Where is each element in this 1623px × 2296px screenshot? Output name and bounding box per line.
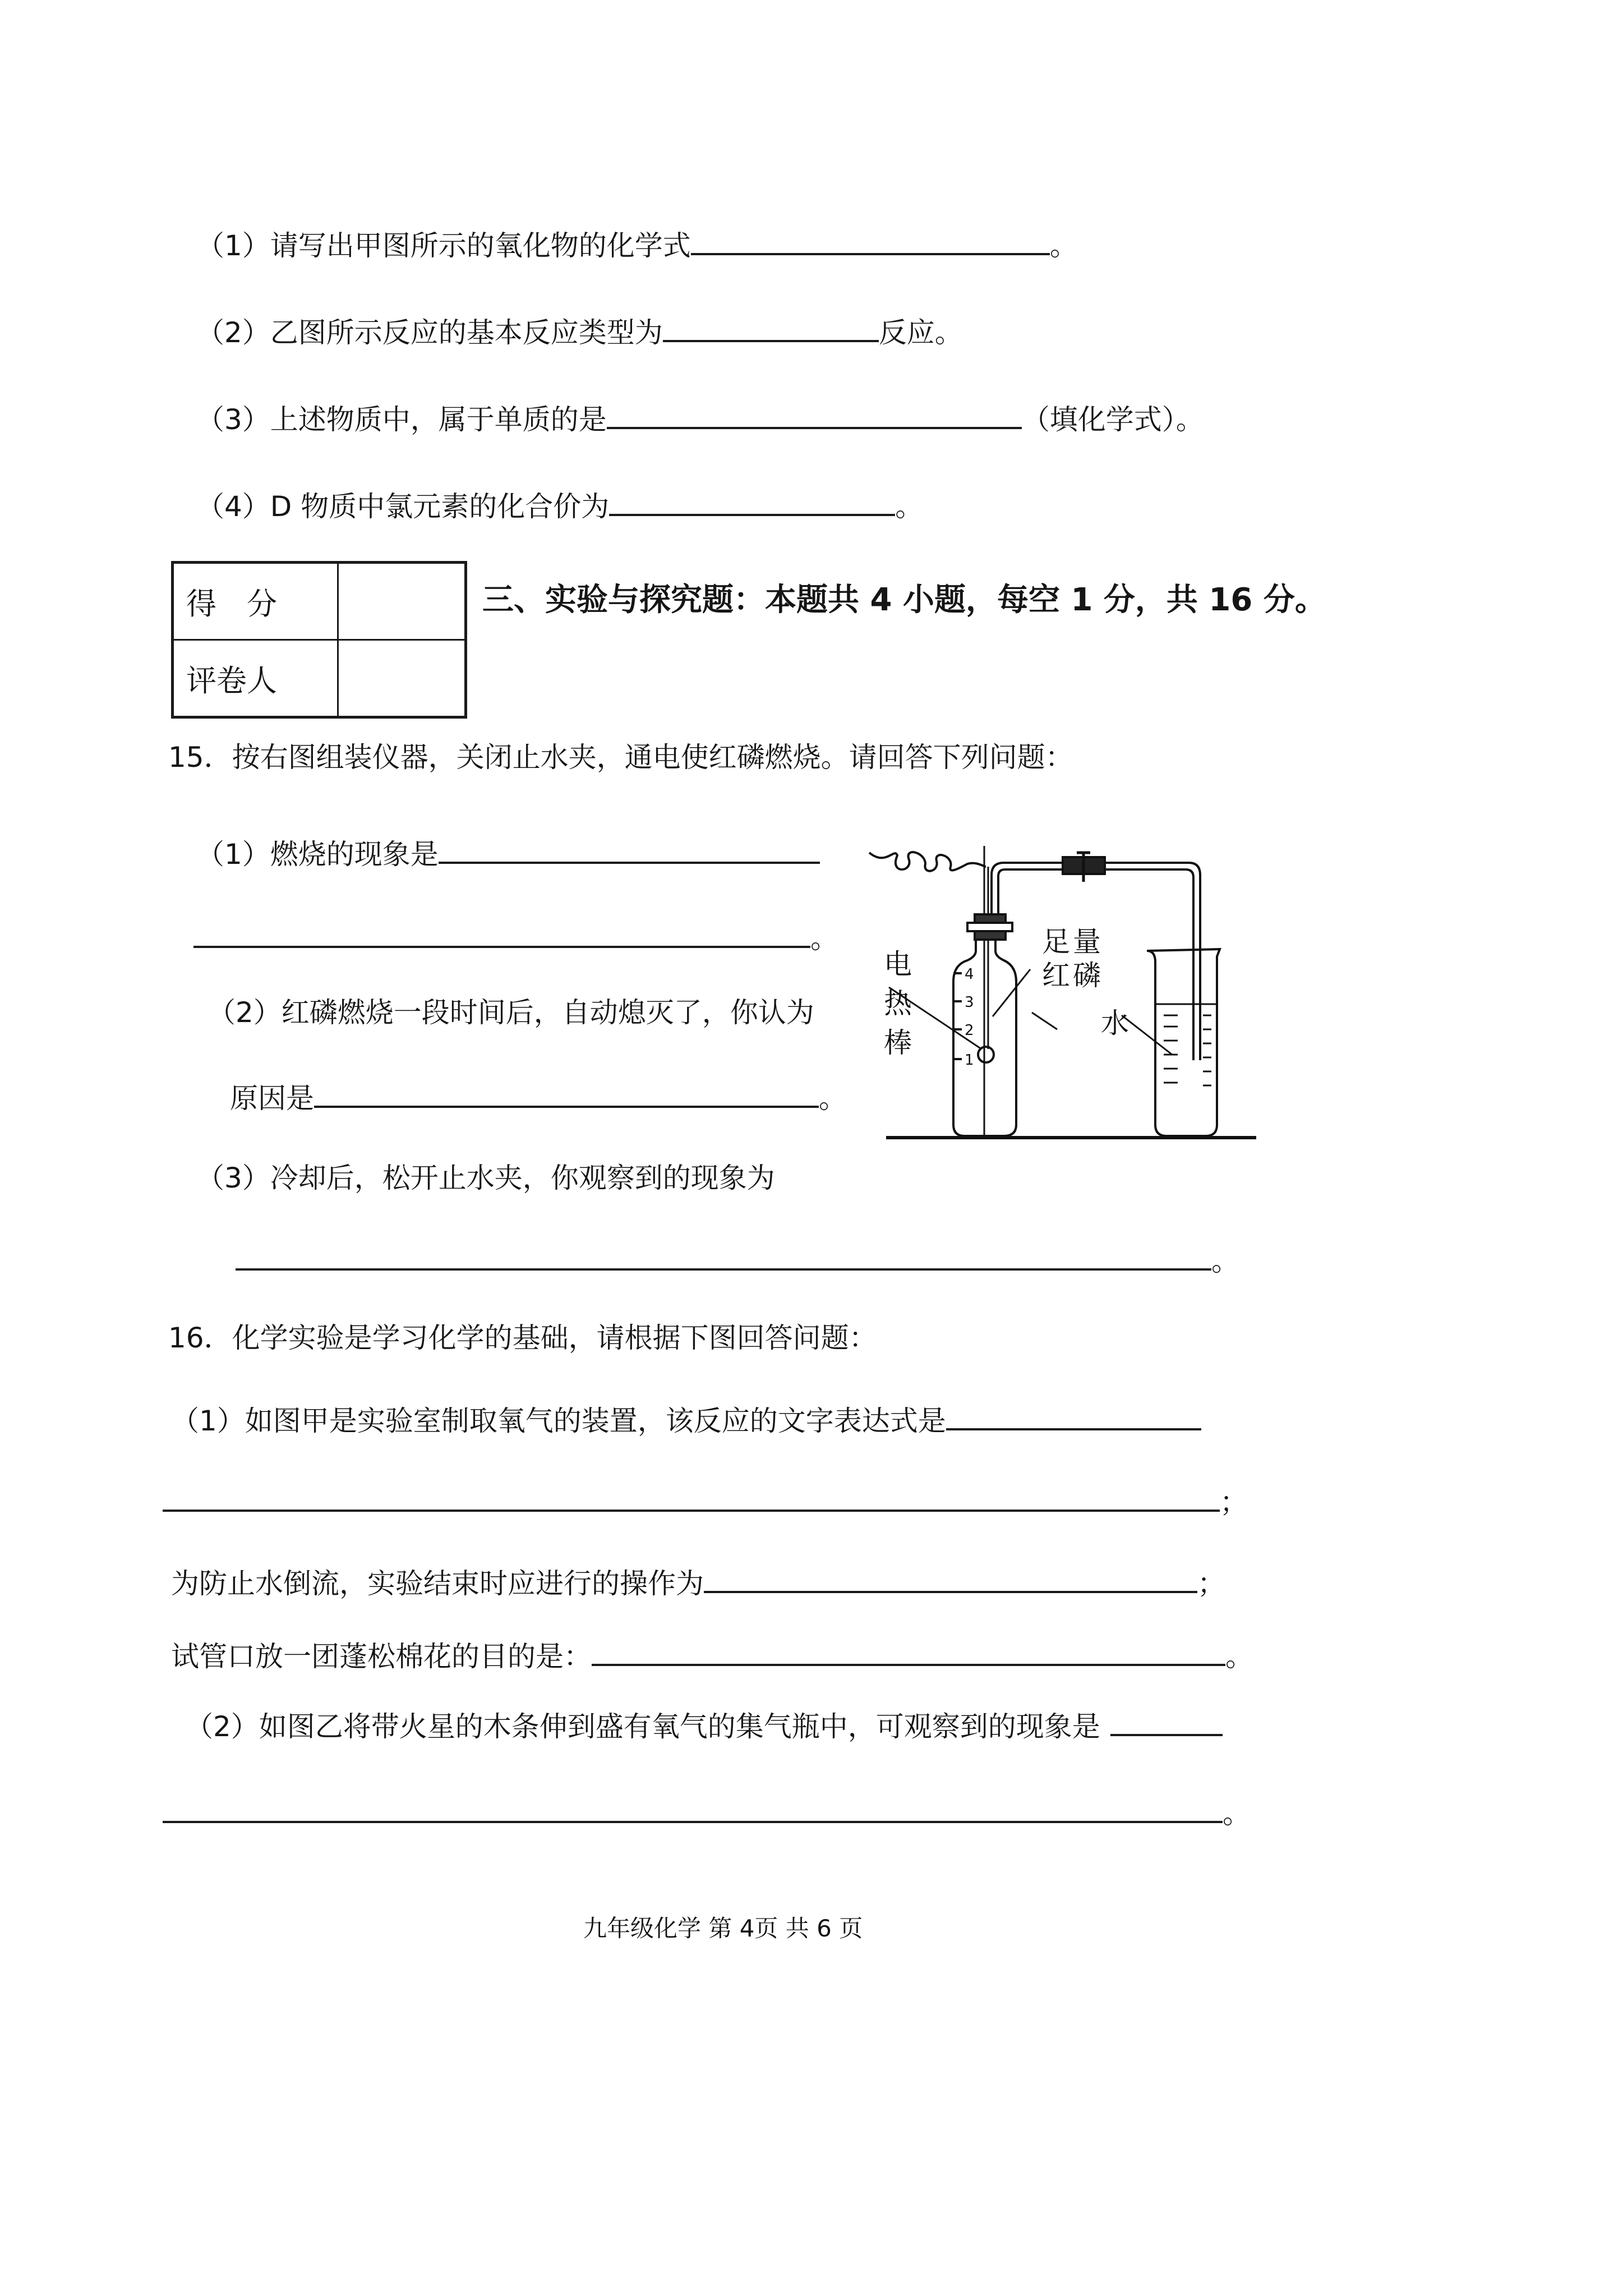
- q14-item-2-suffix: 反应。: [878, 316, 963, 349]
- q14-item-1-text: （1）请写出甲图所示的氧化物的化学式: [196, 229, 691, 262]
- label-phosphorus-char-1: 足: [1042, 926, 1070, 958]
- page-footer: 九年级化学 第 4页 共 6 页: [583, 1915, 863, 1942]
- grader-row: [173, 640, 466, 717]
- q14-answer-blank-1[interactable]: [691, 227, 1050, 255]
- q15-sub1-text: （1）燃烧的现象是: [196, 838, 439, 871]
- q16-stem: 16．化学实验是学习化学的基础，请根据下图回答问题：: [168, 1322, 877, 1354]
- grader-label: 评卷人: [173, 640, 338, 717]
- q15-sub1: [196, 836, 820, 871]
- q15-sub2-line1: （2）红磷燃烧一段时间后，自动熄灭了，你认为: [208, 996, 814, 1029]
- q15-sub3-suffix: 。: [1211, 1245, 1239, 1277]
- q15-sub2-blank[interactable]: [314, 1080, 819, 1108]
- q14-answer-blank-3[interactable]: [607, 401, 1022, 429]
- label-water: 水: [1101, 1007, 1129, 1039]
- q16-sub2: [185, 1708, 1223, 1743]
- q14-item-3-suffix: （填化学式）。: [1021, 403, 1204, 436]
- q14-item-2: [196, 314, 963, 349]
- q14-answer-blank-4[interactable]: [609, 488, 895, 516]
- label-phosphorus-char-3: 红: [1042, 959, 1070, 992]
- q16-sub2-blank-a[interactable]: [1110, 1708, 1223, 1736]
- q16-sub1-blank-b[interactable]: [163, 1484, 1220, 1512]
- q16-sub1-b-suffix: ；: [1197, 1567, 1225, 1600]
- scale-mark-4: 4: [965, 966, 974, 983]
- q15-sub2-line2: [230, 1080, 847, 1115]
- q14-item-4: [196, 488, 923, 523]
- q14-item-3: [196, 401, 1204, 436]
- q15-sub1-line2: [193, 920, 838, 955]
- q14-answer-blank-2[interactable]: [663, 314, 879, 342]
- q16-sub1-c-blank[interactable]: [592, 1638, 1225, 1666]
- grader-cell[interactable]: [338, 640, 466, 717]
- q16-sub1-line2-suffix: ；: [1220, 1486, 1248, 1519]
- q16-sub2-text: （2）如图乙将带火星的木条伸到盛有氧气的集气瓶中，可观察到的现象是: [185, 1710, 1100, 1743]
- scale-mark-2: 2: [965, 1022, 974, 1039]
- label-heater-char-1: 电: [884, 948, 912, 981]
- label-heater-char-2: 热: [884, 987, 912, 1020]
- q16-sub1-b-text: 为防止水倒流，实验结束时应进行的操作为: [171, 1567, 704, 1600]
- label-phosphorus-char-2: 量: [1073, 926, 1101, 958]
- score-table: [171, 561, 467, 719]
- q15-sub3-line2: [236, 1243, 1239, 1278]
- q15-sub2-suffix: 。: [819, 1082, 847, 1115]
- q15-sub1-suffix: 。: [810, 922, 838, 955]
- score-row: [173, 563, 466, 640]
- q16-sub2-suffix: 。: [1223, 1797, 1251, 1830]
- q15-sub2-text: 原因是: [230, 1082, 314, 1115]
- q15-sub1-blank-a[interactable]: [439, 836, 820, 864]
- q15-sub3-line1: （3）冷却后，松开止水夹，你观察到的现象为: [196, 1162, 775, 1194]
- wire-coil-icon: [869, 852, 986, 871]
- q14-item-2-text: （2）乙图所示反应的基本反应类型为: [196, 316, 663, 349]
- section-3-title: 三、实验与探究题：本题共 4 小题，每空 1 分，共 16 分。: [482, 582, 1326, 618]
- label-heater-char-3: 棒: [884, 1027, 912, 1059]
- q16-sub1-text: （1）如图甲是实验室制取氧气的装置，该反应的文字表达式是: [171, 1405, 946, 1437]
- q16-sub1-c: [171, 1638, 1253, 1673]
- label-phosphorus-char-4: 磷: [1073, 959, 1101, 992]
- q15-sub3-blank[interactable]: [236, 1243, 1211, 1271]
- q16-sub1: [171, 1402, 1201, 1438]
- q16-sub1-b-blank[interactable]: [704, 1565, 1197, 1593]
- scale-mark-3: 3: [965, 994, 974, 1011]
- score-label: 得 分: [173, 563, 338, 640]
- q14-item-1-suffix: 。: [1049, 229, 1078, 262]
- q16-sub1-c-text: 试管口放一团蓬松棉花的目的是：: [171, 1640, 592, 1673]
- q16-sub1-c-suffix: 。: [1225, 1640, 1253, 1673]
- q16-sub2-line2: [163, 1795, 1251, 1830]
- q16-sub1-blank-a[interactable]: [946, 1402, 1201, 1430]
- q16-sub1-b: [171, 1565, 1225, 1600]
- scale-mark-1: 1: [965, 1052, 974, 1069]
- q15-stem: 15．按右图组装仪器，关闭止水夹，通电使红磷燃烧。请回答下列问题：: [168, 741, 1073, 774]
- q16-sub2-blank-b[interactable]: [163, 1795, 1223, 1823]
- q14-item-1: [196, 227, 1078, 263]
- q16-sub1-line2: [163, 1484, 1248, 1519]
- q15-sub1-blank-b[interactable]: [193, 920, 810, 948]
- q14-item-4-suffix: 。: [895, 490, 924, 523]
- score-cell[interactable]: [338, 563, 466, 640]
- q14-item-3-text: （3）上述物质中，属于单质的是: [196, 403, 607, 436]
- q14-item-4-text: （4）D 物质中氯元素的化合价为: [196, 490, 610, 523]
